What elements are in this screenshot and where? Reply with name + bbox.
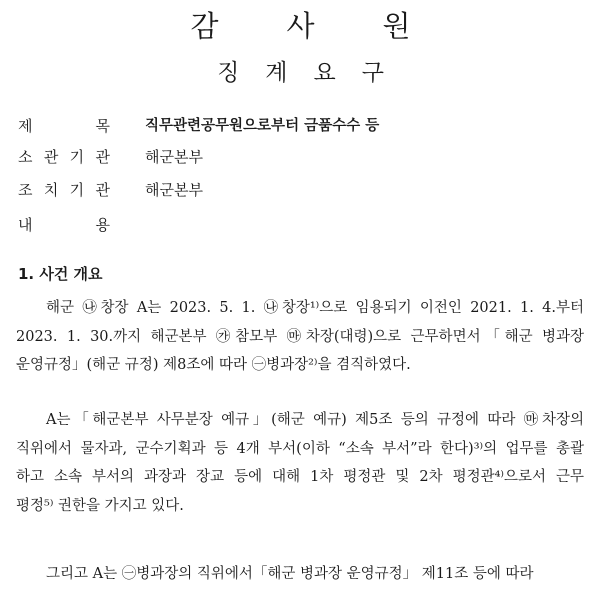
meta-label-char: 소	[18, 148, 33, 166]
meta-value: 직무관련공무원으로부터 금품수수 등	[145, 118, 380, 134]
meta-label-char: 용	[95, 216, 110, 234]
meta-label-char: 기	[69, 181, 85, 199]
meta-label-char: 치	[43, 181, 59, 199]
meta-value: 해군본부	[145, 148, 203, 166]
meta-label-char: 관	[95, 181, 110, 199]
meta-label-char: 기	[69, 148, 85, 166]
paragraph-line: A는「해군본부 사무분장 예규」(해군 예규) 제5조 등의 규정에 따라 ㉲차장의	[46, 412, 584, 428]
meta-label	[18, 178, 110, 202]
meta-label-char: 관	[95, 148, 110, 166]
paragraph-line: 그리고 A는 ㊀병과장의 직위에서「해군 병과장 운영규정」 제11조 등에 따라	[46, 566, 534, 582]
paragraph-line: 운영규정」(해군 규정) 제8조에 따라 ㊀병과장²⁾을 겸직하였다.	[16, 357, 411, 373]
paragraph-line: 하고 소속 부서의 과장과 장교 등에 대해 1차 평정관 및 2차 평정관⁴⁾으로서 근무	[16, 469, 584, 485]
meta-label-char: 내	[18, 216, 33, 234]
meta-label	[18, 213, 110, 237]
paragraph-line: 해군 ㉯창장 A는 2023. 5. 1. ㉯창장¹⁾으로 임용되기 이전인 2021. 1. 4.부터	[46, 300, 584, 316]
section-heading: 1. 사건 개요	[18, 265, 103, 283]
page-title: 감사원	[190, 9, 479, 43]
meta-label	[18, 114, 110, 138]
meta-label-char: 조	[18, 181, 33, 199]
paragraph-line: 직위에서 물자과, 군수기획과 등 4개 부서(이하 “소속 부서”라 한다)³⁾의 업무를 총괄	[16, 440, 584, 457]
paragraph-line: 평정⁵⁾ 권한을 가지고 있다.	[16, 497, 184, 514]
meta-label-char: 관	[43, 148, 59, 166]
meta-label-char: 제	[18, 117, 33, 135]
meta-value: 해군본부	[145, 181, 203, 199]
page-subtitle: 징계요구	[217, 60, 410, 86]
paragraph-line: 2023. 1. 30.까지 해군본부 ㉮참모부 ㉲차장(대령)으로 근무하면서「해군 병과장	[16, 328, 584, 345]
meta-label-char: 목	[95, 117, 110, 135]
meta-label	[18, 145, 110, 169]
